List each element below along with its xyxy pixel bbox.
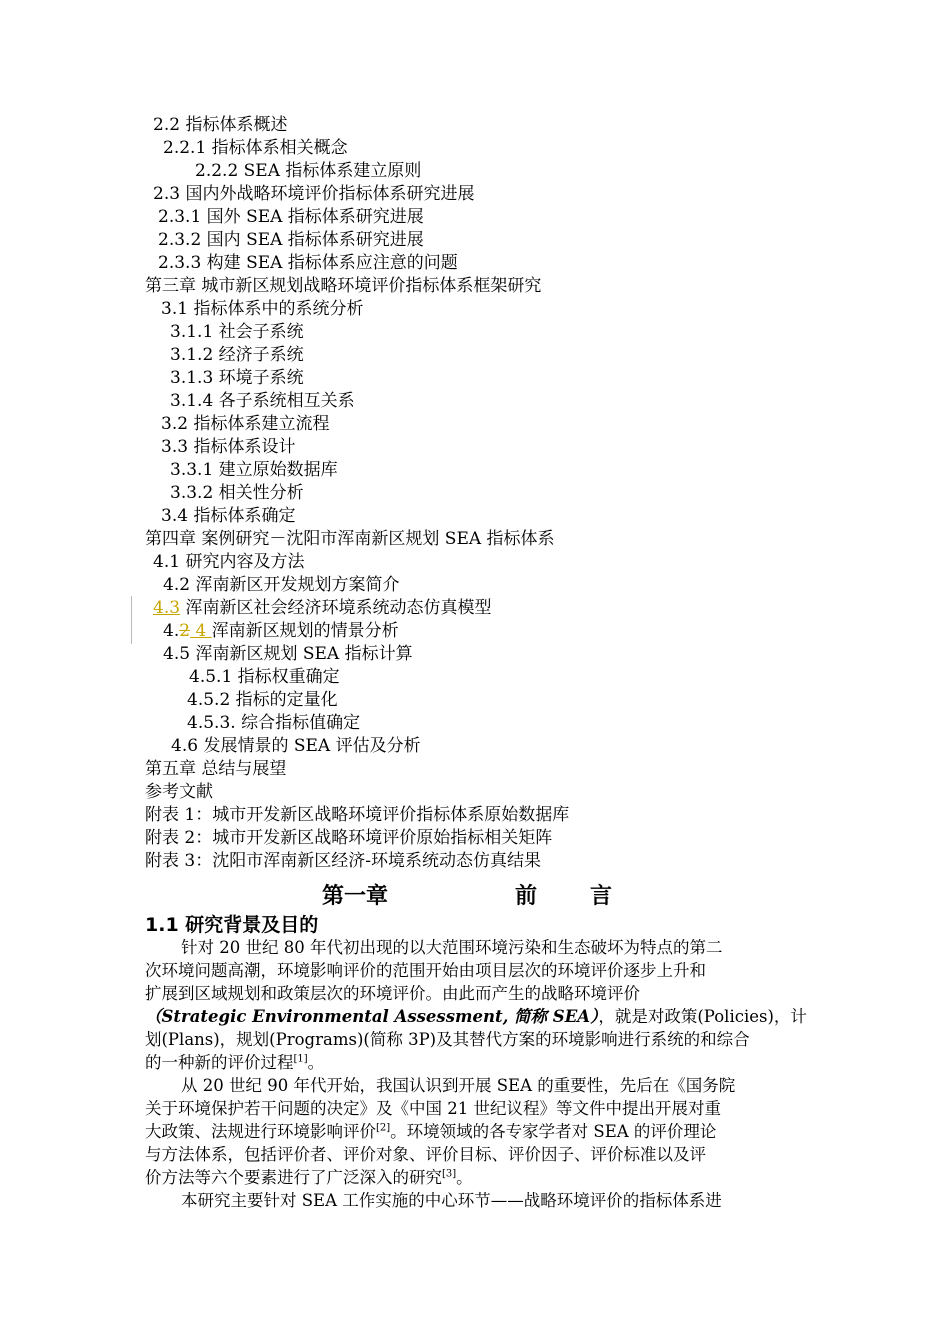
toc-entry[interactable]: 附表 2：城市开发新区战略环境评价原始指标相关矩阵	[145, 828, 553, 848]
toc-entry-label: 浑南新区规划的情景分析	[211, 621, 399, 641]
chapter-number: 第一章	[322, 884, 389, 909]
text-span: 价方法等六个要素进行了广泛深入的研究	[145, 1168, 442, 1187]
paragraph-line	[145, 1051, 810, 1074]
toc-entry[interactable]: 4.5.1 指标权重确定	[189, 667, 340, 687]
toc-entry[interactable]: 4.5.3. 综合指标值确定	[187, 713, 361, 733]
toc-entry-revised[interactable]	[163, 620, 399, 643]
paragraph-line: 针对 20 世纪 80 年代初出现的以大范围环境污染和生态破坏为特点的第二	[181, 938, 723, 957]
toc-entry[interactable]: 3.1 指标体系中的系统分析	[161, 299, 364, 319]
toc-entry[interactable]: 3.1.3 环境子系统	[170, 368, 304, 388]
chapter-name-part: 前	[515, 884, 538, 909]
paragraph-line: 与方法体系，包括评价者、评价对象、评价目标、评价因子、评价标准以及评	[145, 1145, 706, 1164]
toc-entry[interactable]: 2.3.3 构建 SEA 指标体系应注意的问题	[158, 253, 458, 273]
italic-term: （Strategic Environmental Assessment, 简称 SEA）	[145, 1007, 599, 1026]
paragraph-line	[145, 1005, 810, 1028]
paragraph-line: 扩展到区域规划和政策层次的环境评价。由此而产生的战略环境评价	[145, 984, 640, 1003]
revision-change-bar	[131, 596, 132, 644]
text-span: 。	[307, 1053, 325, 1072]
toc-entry[interactable]: 附表 1：城市开发新区战略环境评价指标体系原始数据库	[145, 805, 570, 825]
toc-entry[interactable]: 3.1.2 经济子系统	[170, 345, 304, 365]
text-span: 的一种新的评价过程	[145, 1053, 294, 1072]
citation-ref[interactable]: [2]	[376, 1122, 391, 1134]
body-text	[145, 936, 810, 1212]
paragraph-line: 本研究主要针对 SEA 工作实施的中心环节——战略环境评价的指标体系进	[181, 1191, 722, 1210]
toc-entry[interactable]: 4.6 发展情景的 SEA 评估及分析	[171, 736, 421, 756]
inserted-text: 4	[190, 621, 212, 641]
toc-entry[interactable]: 4.1 研究内容及方法	[153, 552, 305, 572]
paragraph-line: 关于环境保护若干问题的决定》及《中国 21 世纪议程》等文件中提出开展对重	[145, 1099, 721, 1118]
toc-entry[interactable]: 4.5.2 指标的定量化	[187, 690, 338, 710]
paragraph-line	[145, 1120, 810, 1143]
paragraph-line: 划(Plans)，规划(Programs)(简称 3P)及其替代方案的环境影响进行系统的和综合	[145, 1030, 750, 1049]
toc-chapter-entry[interactable]: 第三章 城市新区规划战略环境评价指标体系框架研究	[145, 276, 542, 296]
chapter-title	[0, 880, 950, 914]
toc-entry[interactable]: 4.2 浑南新区开发规划方案简介	[163, 575, 400, 595]
toc-entry[interactable]: 2.3.1 国外 SEA 指标体系研究进展	[158, 207, 424, 227]
toc-chapter-entry[interactable]: 第五章 总结与展望	[145, 759, 287, 779]
chapter-name-part: 言	[590, 884, 613, 909]
paragraph-line: 次环境问题高潮，环境影响评价的范围开始由项目层次的环境评价逐步上升和	[145, 961, 706, 980]
toc-entry[interactable]: 3.4 指标体系确定	[161, 506, 296, 526]
toc-entry-label: 浑南新区社会经济环境系统动态仿真模型	[180, 598, 492, 618]
toc-entry[interactable]: 2.3.2 国内 SEA 指标体系研究进展	[158, 230, 424, 250]
toc-entry[interactable]: 2.2 指标体系概述	[153, 115, 288, 135]
text-span: 。	[456, 1168, 473, 1187]
deleted-text: 2	[179, 621, 191, 641]
citation-ref[interactable]: [1]	[293, 1053, 308, 1065]
toc-entry[interactable]: 4.5 浑南新区规划 SEA 指标计算	[163, 644, 413, 664]
toc-entry[interactable]: 3.2 指标体系建立流程	[161, 414, 330, 434]
toc-entry[interactable]: 3.3.2 相关性分析	[170, 483, 304, 503]
toc-entry[interactable]: 2.3 国内外战略环境评价指标体系研究进展	[153, 184, 475, 204]
toc-number-prefix: 4.	[163, 621, 180, 641]
toc-entry[interactable]: 附表 3：沈阳市浑南新区经济-环境系统动态仿真结果	[145, 851, 541, 871]
text-span: 。环境领域的各专家学者对 SEA 的评价理论	[390, 1122, 717, 1141]
section-heading: 1.1 研究背景及目的	[145, 914, 319, 936]
text-span: ，就是对政策(Policies)，计	[598, 1007, 807, 1026]
toc-entry-revised[interactable]	[153, 597, 491, 620]
toc-entry[interactable]: 3.1.4 各子系统相互关系	[170, 391, 355, 411]
toc-entry[interactable]: 2.2.1 指标体系相关概念	[163, 138, 348, 158]
toc-entry[interactable]: 3.1.1 社会子系统	[170, 322, 304, 342]
paragraph-line	[145, 1166, 810, 1189]
toc-entry[interactable]: 3.3 指标体系设计	[161, 437, 296, 457]
toc-chapter-entry[interactable]: 第四章 案例研究－沈阳市浑南新区规划 SEA 指标体系	[145, 529, 555, 549]
text-span: 大政策、法规进行环境影响评价	[145, 1122, 376, 1141]
citation-ref[interactable]: [3]	[442, 1168, 457, 1180]
toc-entry[interactable]: 参考文献	[145, 782, 213, 802]
toc-entry[interactable]: 3.3.1 建立原始数据库	[170, 460, 338, 480]
toc-entry[interactable]: 2.2.2 SEA 指标体系建立原则	[195, 161, 422, 181]
revised-number: 4.3	[153, 598, 181, 618]
paragraph-line: 从 20 世纪 90 年代开始，我国认识到开展 SEA 的重要性，先后在《国务院	[181, 1076, 736, 1095]
